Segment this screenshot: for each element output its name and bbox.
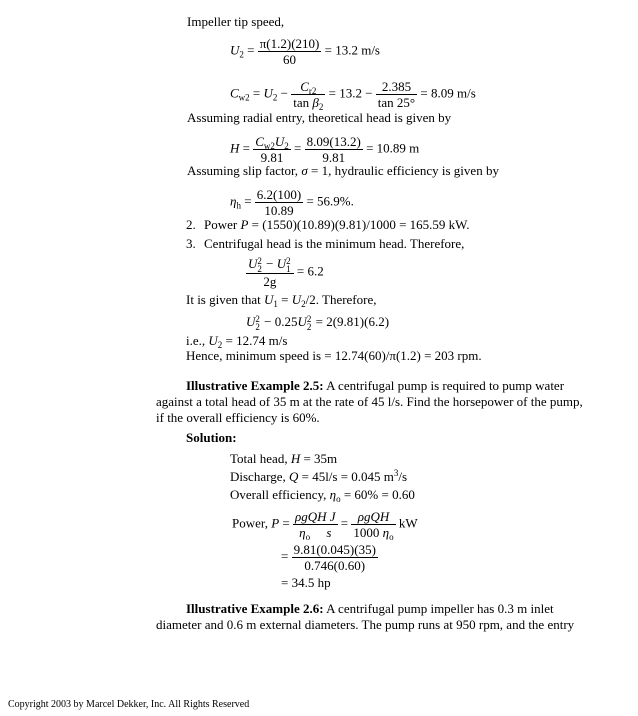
ie-u2-text: i.e., $U_2 = 12.74$ m/s bbox=[186, 333, 288, 350]
head-denominator-2: 9.81 bbox=[322, 150, 346, 165]
cw2-equation: $C_{w2} = U_2$ − $\frac{C_{r2}}{\tan \beta_2}$ = 13.2 − $\frac{2.385}{\tan 25^\circ}$ = 8.09 m/s bbox=[230, 79, 476, 112]
u-equation: U 2 2 − 0.25U 2 2 = 2(9.81)(6.2) bbox=[246, 314, 390, 333]
power-numerator-2: ρgQH bbox=[351, 509, 395, 525]
example-2-6-body-1: A centrifugal pump impeller has 0.3 m inlet bbox=[326, 601, 554, 616]
cw2-result: = 8.09 m/s bbox=[420, 85, 476, 101]
centrifugal-result: = 6.2 bbox=[296, 263, 324, 279]
cw2-denominator: $\tan \beta_2$ bbox=[293, 95, 324, 112]
power-unit: kW bbox=[398, 515, 418, 531]
power-step-2-fraction bbox=[292, 542, 378, 573]
item-3-number: 3. bbox=[186, 236, 196, 251]
example-2-5-title: Illustrative Example 2.5: bbox=[186, 378, 324, 393]
u2-equation: $U_2$ = $\frac{\pi(1.2)(210)}{60}$ = 13.2 m/s bbox=[230, 36, 380, 67]
head-equation: H = $\frac{C_{w2}U_2}{9.81}$ = $\frac{8.09(13.2)}{9.81}$ = 10.89 m bbox=[230, 134, 420, 165]
head-denominator-1: 9.81 bbox=[260, 150, 284, 165]
hence-speed-text: Hence, minimum speed is = 12.74(60)/π(1.2) = 203 rpm. bbox=[186, 348, 482, 363]
item-3-text: Centrifugal head is the minimum head. Therefore, bbox=[204, 236, 465, 251]
power-denominator-1: $\eta_o$ s bbox=[299, 525, 332, 542]
centrifugal-head-equation bbox=[246, 256, 324, 289]
power-step-2: = $\frac{9.81(0.045)(35)}{0.746(0.60)}$ bbox=[281, 542, 376, 573]
power-fraction-2 bbox=[351, 509, 395, 540]
eta-equation: $\eta_h$ = $\frac{6.2(100)}{10.89}$ = 56.9%. bbox=[230, 187, 354, 218]
total-head-text: Total head, H = 35m bbox=[230, 451, 338, 466]
u2-result: = 13.2 m/s bbox=[324, 42, 380, 58]
centrifugal-numerator: U 2 2 − U 2 1 bbox=[246, 256, 294, 274]
head-numerator-1: $C_{w2}U_2$ bbox=[255, 134, 289, 151]
assume-slip-text: Assuming slip factor, σ = 1, hydraulic efficiency is given by bbox=[187, 163, 499, 178]
power-denominator-2: 1000 $\eta_o$ bbox=[353, 525, 394, 542]
solution-label: Solution: bbox=[186, 430, 237, 445]
power-numerator-1: ρgQH J bbox=[295, 509, 336, 524]
head-fraction-2 bbox=[305, 134, 363, 165]
example-2-5-line-2: against a total head of 35 m at the rate of 45 l/s. Find the horsepower of the pump, bbox=[156, 394, 583, 409]
power-result: = 34.5 hp bbox=[281, 575, 331, 590]
centrifugal-denominator: 2g bbox=[263, 274, 277, 290]
power-step-2-numerator: 9.81(0.045)(35) bbox=[293, 542, 376, 557]
power-fraction-1 bbox=[293, 509, 338, 540]
centrifugal-fraction bbox=[246, 256, 294, 289]
discharge-text: Discharge, Q = 45l/s = 0.045 $m^3/s$ bbox=[230, 468, 408, 484]
assume-radial-text: Assuming radial entry, theoretical head is given by bbox=[187, 110, 452, 125]
cw2-denominator-2: tan 25° bbox=[377, 95, 416, 110]
cw2-middle: = 13.2 − bbox=[328, 85, 373, 101]
item-2-power: Power P = (1550)(10.89)(9.81)/1000 = 165.59 kW. bbox=[204, 217, 470, 232]
cw2-fraction bbox=[291, 79, 325, 110]
eta-numerator: 6.2(100) bbox=[256, 187, 302, 202]
u2-numerator: π(1.2)(210) bbox=[259, 36, 320, 51]
example-2-5-line-1 bbox=[156, 378, 565, 394]
example-2-6-line-1 bbox=[156, 601, 554, 617]
given-u1-text: It is given that $U_1 = U_2/2$. Therefore, bbox=[186, 292, 377, 309]
u2-denominator: 60 bbox=[283, 52, 297, 67]
tip-speed-heading: Impeller tip speed, bbox=[187, 14, 285, 29]
example-2-6-line-2: diameter and 0.6 m external diameters. The pump runs at 950 rpm, and the entry bbox=[156, 617, 575, 632]
power-equation: Power, P = $\frac{\text{ρgQH J}}{\eta_o s}$ = $\frac{\text{ρgQH}}{1000 \eta_o}$ kW bbox=[232, 509, 418, 542]
eta-fraction bbox=[255, 187, 303, 218]
copyright-footer: Copyright 2003 by Marcel Dekker, Inc. All Rights Reserved bbox=[8, 699, 250, 710]
eta-result: = 56.9%. bbox=[306, 193, 354, 209]
power-step-2-denominator: 0.746(0.60) bbox=[304, 558, 366, 573]
example-2-6-title: Illustrative Example 2.6: bbox=[186, 601, 324, 616]
eta-denominator: 10.89 bbox=[264, 203, 294, 218]
solution-heading bbox=[186, 430, 237, 446]
example-2-5-line-3: if the overall efficiency is 60%. bbox=[156, 410, 320, 425]
cw2-fraction-2 bbox=[376, 79, 417, 110]
overall-efficiency-text: Overall efficiency, $\eta_o = 60\% = 0.60$ bbox=[230, 487, 415, 504]
head-numerator-2: 8.09(13.2) bbox=[306, 134, 361, 149]
item-2-number: 2. bbox=[186, 217, 196, 232]
example-2-5-body-1: A centrifugal pump is required to pump water bbox=[326, 378, 565, 393]
u2-fraction bbox=[258, 36, 322, 67]
cw2-numerator: $C_{r2}$ bbox=[291, 79, 325, 95]
cw2-numerator-2: 2.385 bbox=[376, 79, 417, 95]
head-result: = 10.89 m bbox=[366, 140, 420, 156]
head-fraction-1 bbox=[253, 134, 291, 165]
